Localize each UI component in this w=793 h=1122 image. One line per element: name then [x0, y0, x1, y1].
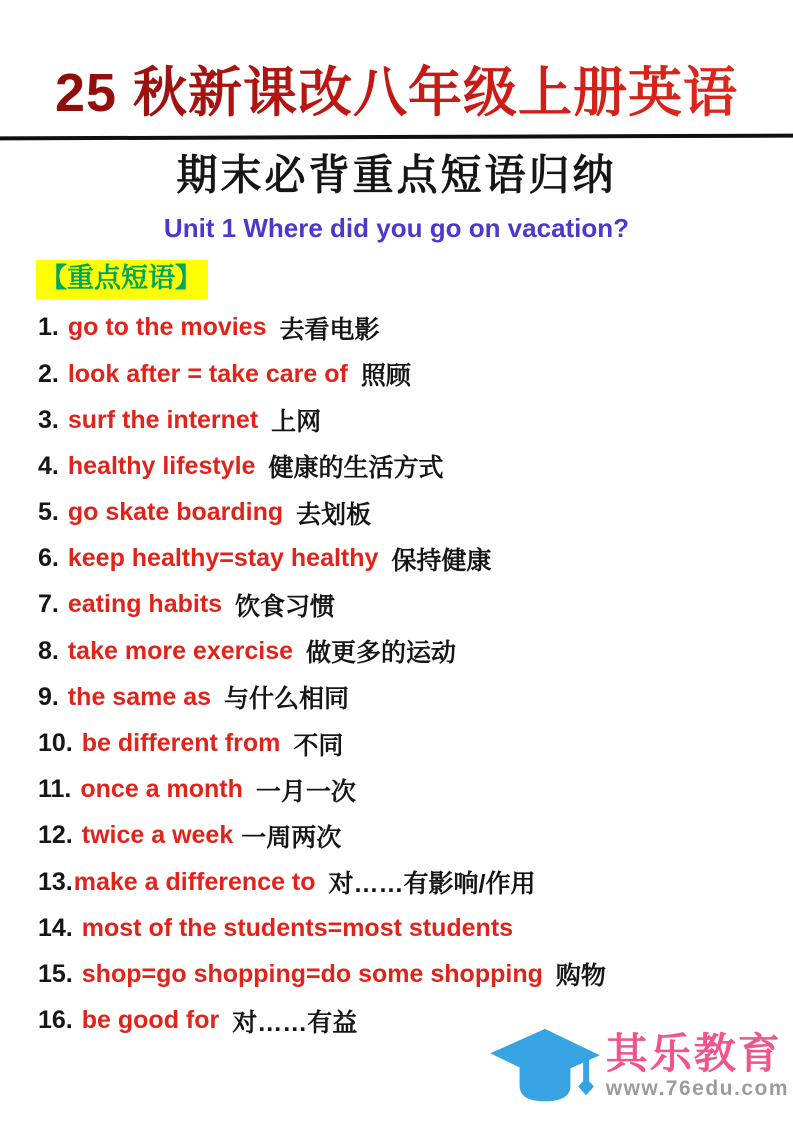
brand-name: 其乐教育	[605, 1029, 782, 1077]
item-chinese-translation: 饮食习惯	[235, 592, 336, 621]
item-number: 12.	[38, 821, 73, 850]
item-english-phrase: go skate boarding	[67, 498, 284, 527]
brand-url: www.76edu.com	[605, 1077, 789, 1101]
list-item	[38, 767, 793, 813]
item-chinese-translation: 一月一次	[255, 777, 356, 806]
item-english-phrase: once a month	[80, 775, 243, 804]
item-english-phrase: be different from	[81, 729, 281, 758]
item-chinese-translation: 健康的生活方式	[268, 454, 444, 483]
item-number: 11.	[38, 775, 72, 804]
list-item	[38, 720, 793, 766]
item-english-phrase: most of the students=most students	[81, 913, 514, 942]
item-chinese-translation: 上网	[271, 408, 322, 437]
item-english-phrase: the same as	[67, 682, 211, 711]
item-number: 9.	[38, 682, 59, 711]
item-chinese-translation: 一周两次	[241, 823, 342, 852]
section-label-wrap	[36, 260, 793, 299]
phrase-list	[38, 305, 793, 1044]
item-number: 13.	[38, 867, 73, 896]
item-english-phrase: surf the internet	[67, 405, 259, 434]
item-chinese-translation: 不同	[293, 731, 344, 760]
graduation-cap-icon	[486, 1023, 604, 1116]
list-item	[38, 351, 793, 397]
item-number: 10.	[38, 729, 73, 758]
item-english-phrase: keep healthy=stay healthy	[67, 544, 379, 573]
item-chinese-translation: 对……有影响/作用	[328, 870, 536, 899]
item-number: 2.	[38, 359, 59, 388]
footer-logo	[486, 1017, 789, 1116]
brand-column	[605, 1029, 789, 1101]
item-number: 5.	[38, 498, 59, 527]
item-chinese-translation: 做更多的运动	[306, 639, 457, 668]
list-item	[38, 813, 793, 859]
item-english-phrase: be good for	[81, 1006, 220, 1035]
item-english-phrase: shop=go shopping=do some shopping	[81, 959, 543, 988]
item-number: 15.	[38, 959, 73, 988]
item-number: 3.	[38, 405, 59, 434]
item-chinese-translation: 去划板	[296, 500, 372, 529]
item-number: 8.	[38, 636, 59, 665]
page-subtitle: 期末必背重点短语归纳	[176, 151, 617, 199]
page-title: 25 秋新课改八年级上册英语	[0, 0, 793, 132]
item-english-phrase: healthy lifestyle	[67, 451, 256, 480]
list-item	[38, 536, 793, 582]
item-english-phrase: look after = take care of	[67, 359, 348, 388]
list-item	[38, 443, 793, 489]
list-item	[38, 905, 793, 951]
item-number: 16.	[38, 1006, 73, 1035]
item-number: 4.	[38, 451, 59, 480]
item-number: 14.	[38, 913, 73, 942]
item-chinese-translation: 购物	[555, 962, 606, 991]
item-english-phrase: eating habits	[67, 590, 223, 619]
list-item	[38, 859, 793, 905]
list-item	[38, 397, 793, 443]
item-chinese-translation: 保持健康	[391, 546, 492, 575]
item-chinese-translation: 与什么相同	[224, 685, 350, 714]
list-item	[38, 582, 793, 628]
item-number: 6.	[38, 544, 59, 573]
list-item	[38, 628, 793, 674]
item-english-phrase: twice a week	[81, 821, 234, 850]
list-item	[38, 489, 793, 535]
list-item	[38, 674, 793, 720]
item-english-phrase: take more exercise	[67, 636, 294, 665]
item-number: 1.	[38, 313, 59, 342]
item-number: 7.	[38, 590, 59, 619]
divider	[0, 133, 793, 140]
list-item	[38, 305, 793, 351]
item-chinese-translation: 对……有益	[232, 1008, 358, 1037]
item-english-phrase: make a difference to	[73, 867, 316, 896]
unit-heading: Unit 1 Where did you go on vacation?	[163, 212, 630, 243]
item-english-phrase: go to the movies	[67, 313, 267, 342]
item-chinese-translation: 去看电影	[279, 315, 380, 344]
list-item	[38, 951, 793, 997]
item-chinese-translation: 照顾	[360, 362, 411, 391]
section-label: 【重点短语】	[36, 260, 208, 299]
